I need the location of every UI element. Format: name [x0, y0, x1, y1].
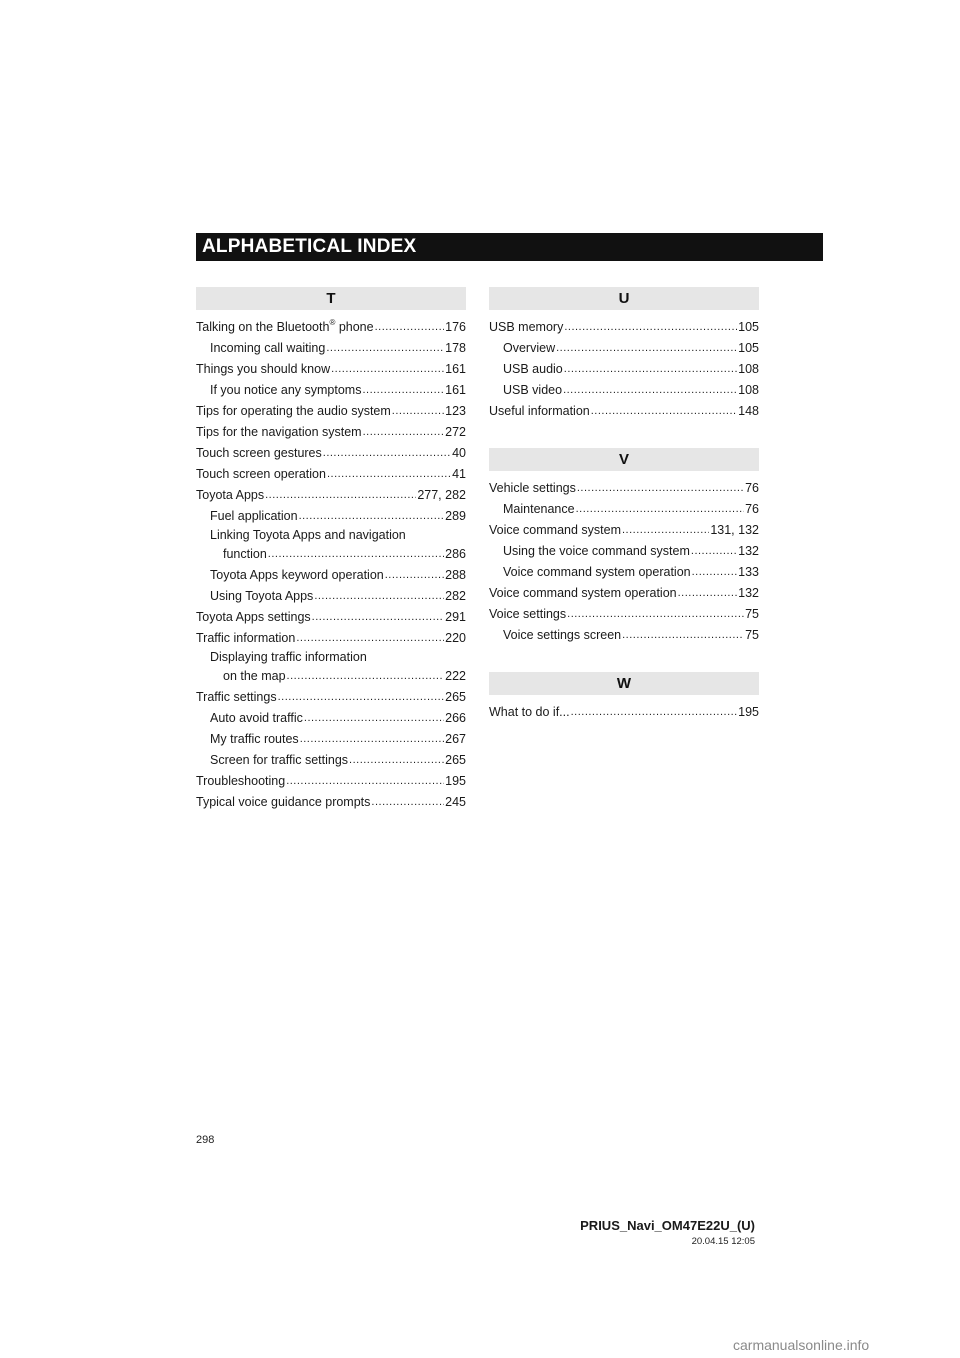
entry-text: Screen for traffic settings — [210, 753, 349, 767]
entry-page: 75 — [745, 607, 759, 621]
dot-leader — [564, 317, 737, 338]
dot-leader — [591, 401, 737, 422]
entry-text: Touch screen operation — [196, 467, 326, 481]
entry-text: Toyota Apps settings — [196, 610, 311, 624]
index-entry[interactable] — [489, 520, 759, 541]
entry-page: 105 — [738, 341, 759, 355]
entry-text: Vehicle settings — [489, 481, 576, 495]
entry-page: 76 — [745, 481, 759, 495]
index-entries-u — [489, 317, 759, 422]
registered-mark: ® — [329, 317, 336, 327]
entry-page: 132 — [738, 586, 759, 600]
entry-text: Traffic information — [196, 631, 296, 645]
entry-page: 277, 282 — [417, 488, 466, 502]
index-entry[interactable] — [196, 485, 466, 506]
dot-leader — [312, 607, 444, 628]
entry-page: 289 — [445, 509, 466, 523]
entry-text: function — [223, 547, 267, 561]
index-entry[interactable] — [489, 478, 759, 499]
entry-text: USB memory — [489, 320, 564, 334]
dot-leader — [678, 583, 738, 604]
dot-leader — [692, 562, 738, 583]
entry-text: Toyota Apps keyword operation — [210, 568, 384, 582]
entry-page: 148 — [738, 404, 759, 418]
entry-text: If you notice any symptoms — [210, 383, 362, 397]
index-subentry-multiline[interactable] — [196, 649, 466, 687]
entry-page: 131, 132 — [710, 523, 759, 537]
dot-leader — [268, 544, 444, 565]
dot-leader — [622, 520, 709, 541]
index-entry[interactable] — [489, 702, 759, 723]
index-subentry[interactable] — [489, 359, 759, 380]
index-subentry[interactable] — [196, 586, 466, 607]
index-subentry[interactable] — [489, 499, 759, 520]
dot-leader — [331, 359, 444, 380]
index-entry[interactable] — [196, 607, 466, 628]
entry-page: 133 — [738, 565, 759, 579]
entry-text: Incoming call waiting — [210, 341, 326, 355]
entry-page: 195 — [738, 705, 759, 719]
entry-text: Auto avoid traffic — [210, 711, 303, 725]
dot-leader — [563, 380, 737, 401]
entry-page: 76 — [745, 502, 759, 516]
entry-page: 178 — [445, 341, 466, 355]
index-entry[interactable] — [196, 464, 466, 485]
index-entry[interactable] — [489, 583, 759, 604]
entry-text: Touch screen gestures — [196, 446, 322, 460]
entry-text: Talking on the Bluetooth® phone — [196, 317, 374, 334]
dot-leader — [385, 565, 444, 586]
entry-text: Using the voice command system — [503, 544, 690, 558]
section-letter-v: V — [489, 448, 759, 471]
index-entry[interactable] — [489, 401, 759, 422]
entry-page: 222 — [445, 669, 466, 683]
entry-page: 176 — [445, 320, 466, 334]
section-letter-w: W — [489, 672, 759, 695]
section-spacer — [489, 422, 759, 448]
entry-page: 265 — [445, 690, 466, 704]
entry-page: 108 — [738, 383, 759, 397]
index-entry[interactable] — [196, 359, 466, 380]
index-entry[interactable] — [196, 792, 466, 813]
dot-leader — [392, 401, 444, 422]
index-subentry[interactable] — [489, 625, 759, 646]
entry-page: 286 — [445, 547, 466, 561]
index-entry[interactable] — [196, 422, 466, 443]
index-subentry[interactable] — [489, 562, 759, 583]
index-entry[interactable] — [196, 771, 466, 792]
dot-leader — [691, 541, 737, 562]
entry-page: 266 — [445, 711, 466, 725]
section-letter-u: U — [489, 287, 759, 310]
entry-text: USB video — [503, 383, 563, 397]
entry-text: Voice command system operation — [489, 586, 677, 600]
entry-text: Fuel application — [210, 509, 298, 523]
section-letter-t: T — [196, 287, 466, 310]
dot-leader — [567, 604, 744, 625]
entry-page: 41 — [452, 467, 466, 481]
dot-leader — [349, 750, 444, 771]
entry-text: Overview — [503, 341, 556, 355]
page-title: ALPHABETICAL INDEX — [202, 236, 417, 257]
dot-leader — [571, 702, 738, 723]
entry-text: Using Toyota Apps — [210, 589, 314, 603]
index-subentry[interactable] — [489, 541, 759, 562]
entry-page: 195 — [445, 774, 466, 788]
dot-leader — [296, 628, 444, 649]
entry-text: Maintenance — [503, 502, 575, 516]
watermark: carmanualsonline.info — [733, 1337, 870, 1353]
section-header-bar — [196, 233, 823, 261]
left-column — [196, 287, 466, 813]
entry-text: Useful information — [489, 404, 590, 418]
entry-page: 108 — [738, 362, 759, 376]
entry-text: My traffic routes — [210, 732, 299, 746]
entry-text: What to do if... — [489, 705, 570, 719]
index-entry[interactable] — [196, 317, 466, 338]
entry-page: 265 — [445, 753, 466, 767]
entry-text-line1: Linking Toyota Apps and navigation — [210, 528, 406, 542]
index-subentry[interactable] — [196, 380, 466, 401]
entry-text: Tips for operating the audio system — [196, 404, 391, 418]
entry-page: 75 — [745, 628, 759, 642]
index-entries-w — [489, 702, 759, 723]
entry-text: Things you should know — [196, 362, 331, 376]
index-entries-v — [489, 478, 759, 646]
index-subentry[interactable] — [489, 338, 759, 359]
index-entry[interactable] — [196, 687, 466, 708]
dot-leader — [363, 422, 445, 443]
entry-text: Voice settings — [489, 607, 567, 621]
entry-text: Voice settings screen — [503, 628, 622, 642]
entry-page: 161 — [445, 383, 466, 397]
index-subentry[interactable] — [196, 750, 466, 771]
dot-leader — [577, 478, 744, 499]
dot-leader — [371, 792, 444, 813]
entry-text-line1: Displaying traffic information — [210, 650, 367, 664]
index-subentry[interactable] — [489, 380, 759, 401]
dot-leader — [287, 666, 445, 687]
section-spacer — [489, 646, 759, 672]
dot-leader — [564, 359, 737, 380]
index-entries-t — [196, 317, 466, 813]
dot-leader — [326, 338, 444, 359]
entry-text: Traffic settings — [196, 690, 277, 704]
entry-text: Voice command system operation — [503, 565, 691, 579]
dot-leader — [323, 443, 451, 464]
right-column — [489, 287, 759, 723]
entry-page: 132 — [738, 544, 759, 558]
dot-leader — [576, 499, 745, 520]
dot-leader — [278, 687, 445, 708]
index-entry[interactable] — [489, 604, 759, 625]
entry-page: 161 — [445, 362, 466, 376]
entry-page: 282 — [445, 589, 466, 603]
index-subentry-multiline[interactable] — [196, 527, 466, 565]
entry-text: on the map — [223, 669, 286, 683]
document-timestamp: 20.04.15 12:05 — [691, 1236, 755, 1247]
dot-leader — [622, 625, 744, 646]
entry-text: Toyota Apps — [196, 488, 265, 502]
dot-leader — [556, 338, 737, 359]
dot-leader — [314, 586, 444, 607]
dot-leader — [375, 317, 445, 338]
entry-page: 40 — [452, 446, 466, 460]
entry-page: 291 — [445, 610, 466, 624]
entry-page: 288 — [445, 568, 466, 582]
dot-leader — [300, 729, 444, 750]
entry-page: 220 — [445, 631, 466, 645]
index-subentry[interactable] — [196, 338, 466, 359]
entry-page: 105 — [738, 320, 759, 334]
dot-leader — [304, 708, 444, 729]
index-entry[interactable] — [196, 628, 466, 649]
dot-leader — [265, 485, 416, 506]
index-entry[interactable] — [196, 443, 466, 464]
dot-leader — [362, 380, 444, 401]
entry-page: 267 — [445, 732, 466, 746]
entry-text: Voice command system — [489, 523, 621, 537]
entry-continuation — [196, 666, 466, 687]
page-number: 298 — [196, 1134, 215, 1146]
index-subentry[interactable] — [196, 565, 466, 586]
index-entry[interactable] — [489, 317, 759, 338]
entry-text: Tips for the navigation system — [196, 425, 362, 439]
entry-page: 272 — [445, 425, 466, 439]
index-subentry[interactable] — [196, 729, 466, 750]
entry-text: Troubleshooting — [196, 774, 286, 788]
dot-leader — [327, 464, 451, 485]
index-subentry[interactable] — [196, 506, 466, 527]
dot-leader — [299, 506, 445, 527]
entry-page: 123 — [445, 404, 466, 418]
entry-page: 245 — [445, 795, 466, 809]
entry-continuation — [196, 544, 466, 565]
index-entry[interactable] — [196, 401, 466, 422]
document-code: PRIUS_Navi_OM47E22U_(U) — [580, 1218, 755, 1233]
entry-text: USB audio — [503, 362, 563, 376]
dot-leader — [286, 771, 444, 792]
entry-text: Typical voice guidance prompts — [196, 795, 371, 809]
index-subentry[interactable] — [196, 708, 466, 729]
